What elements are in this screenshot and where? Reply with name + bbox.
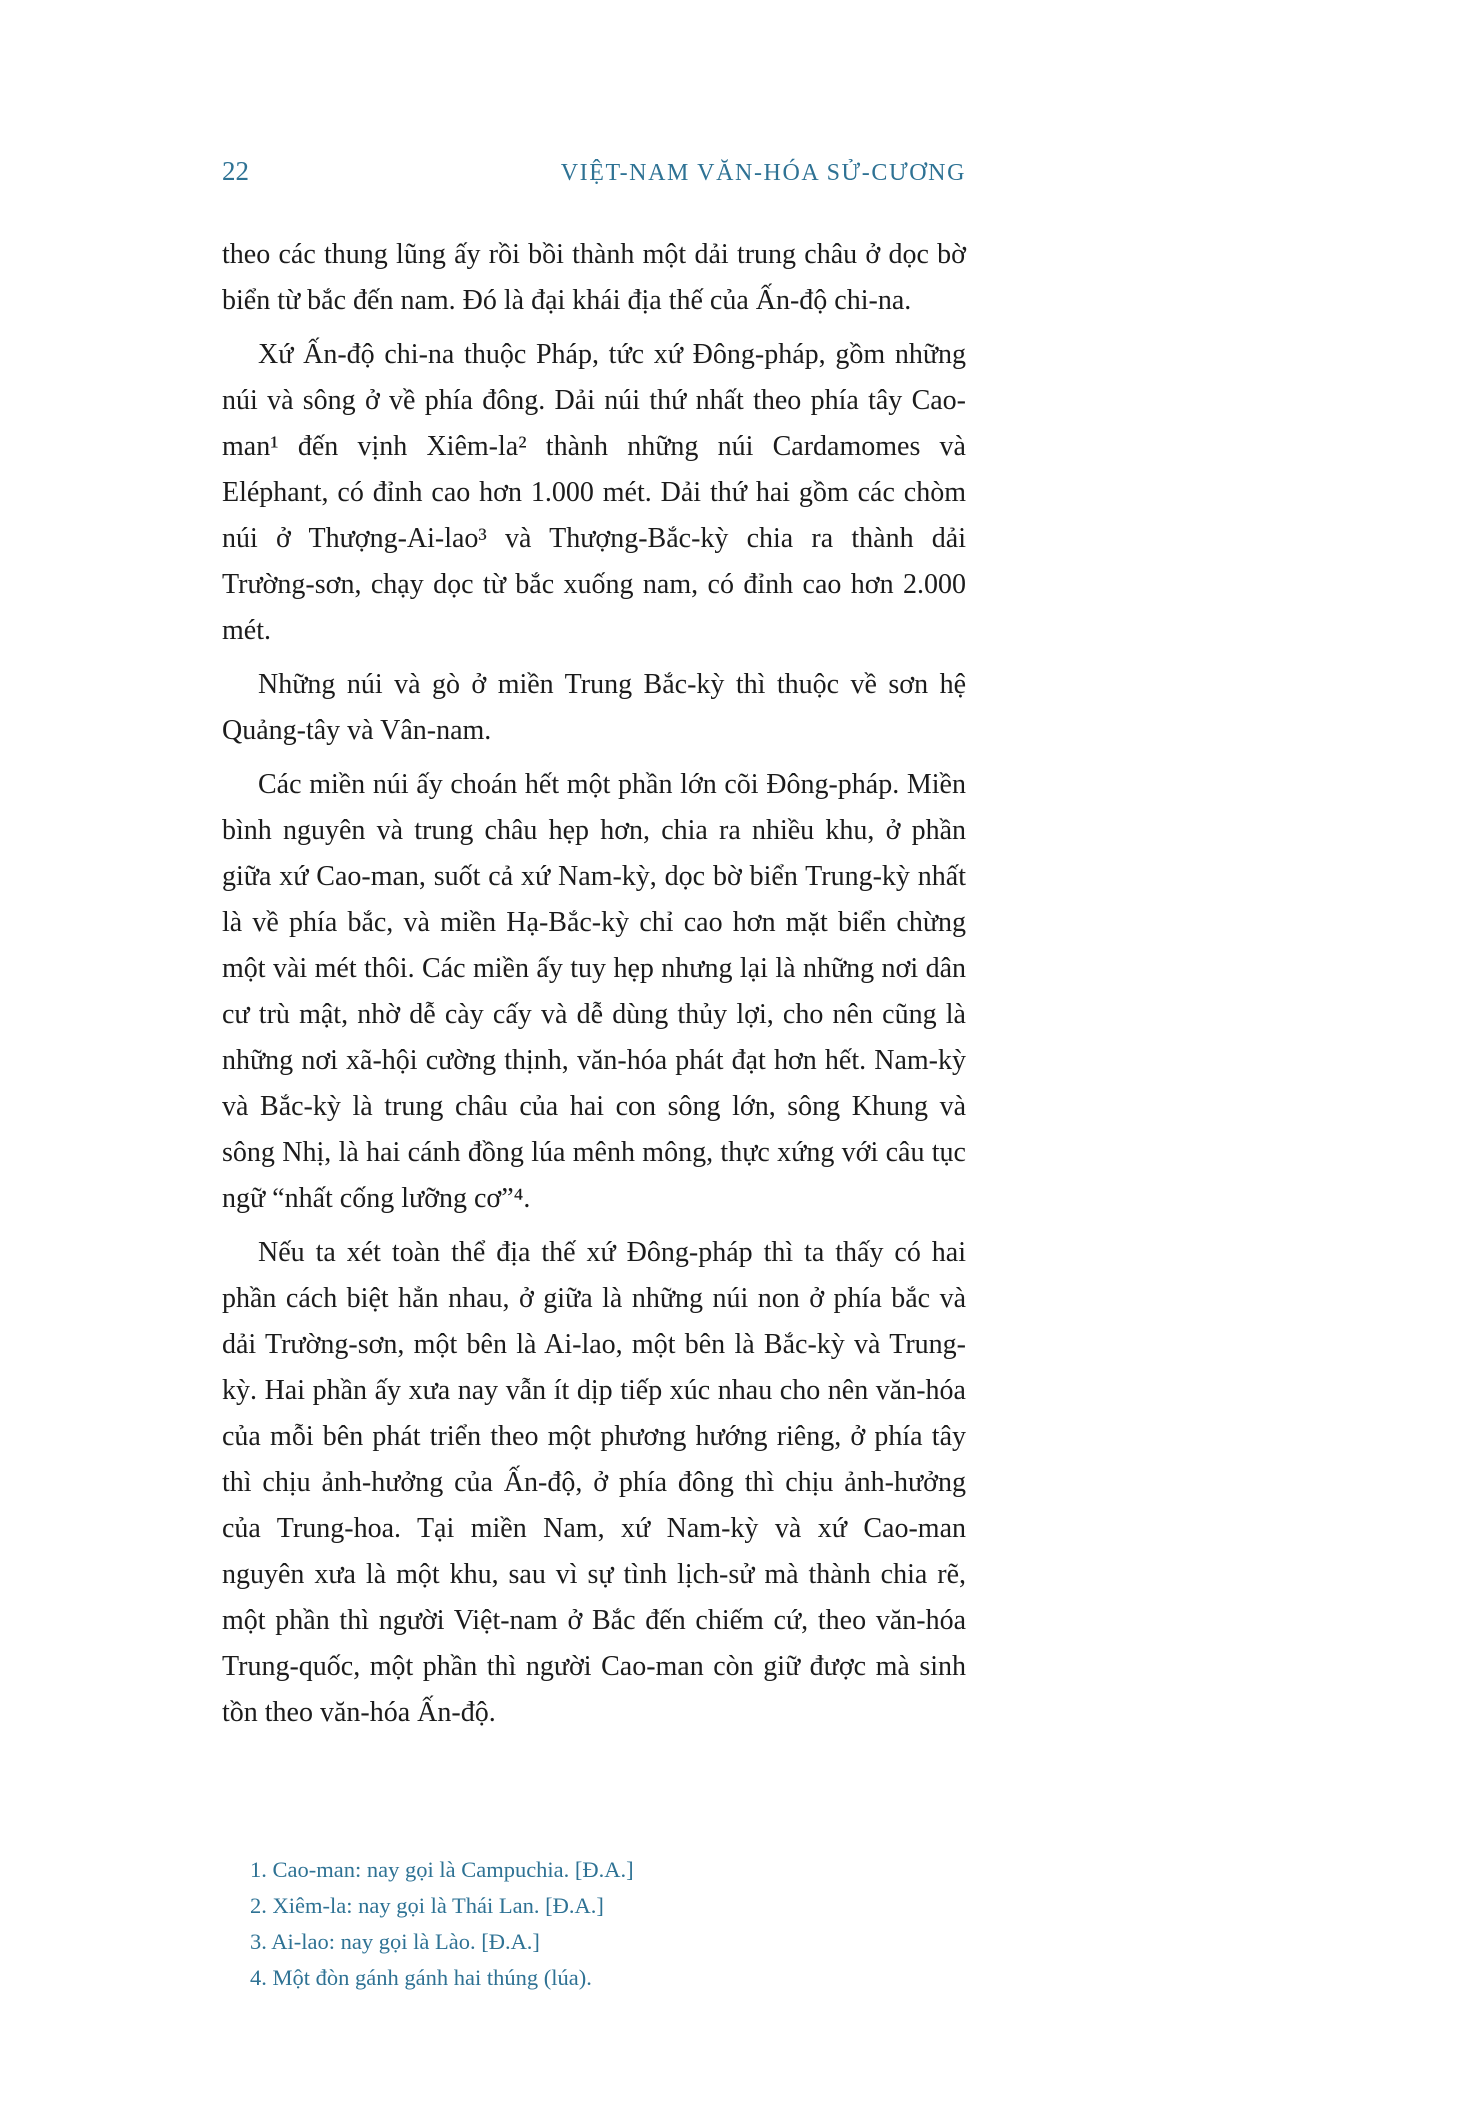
paragraph: Các miền núi ấy choán hết một phần lớn cõi Đông-pháp. Miền bình nguyên và trung châu hẹp hơn, chia ra nhiều khu, ở phần giữa xứ Cao-man, suốt cả xứ Nam-kỳ, dọc bờ biển Trung-kỳ nhất là về phía bắc, và miền Hạ-Bắc-kỳ chỉ cao hơn mặt biển chừng một vài mét thôi. Các miền ấy tuy hẹp nhưng lại là những nơi dân cư trù mật, nhờ dễ cày cấy và dễ dùng thủy lợi, cho nên cũng là những nơi xã-hội cường thịnh, văn-hóa phát đạt hơn hết. Nam-kỳ và Bắc-kỳ là trung châu của hai con sông lớn, sông Khung và sông Nhị, là hai cánh đồng lúa mênh mông, thực xứng với câu tục ngữ “nhất cống lưỡng cơ”⁴. — [222, 769, 966, 1214]
text-column — [222, 156, 966, 1996]
paragraph: Xứ Ấn-độ chi-na thuộc Pháp, tức xứ Đông-pháp, gồm những núi và sông ở về phía đông. Dải núi thứ nhất theo phía tây Cao-man¹ đến vịnh Xiêm-la² thành những núi Cardamomes và Eléphant, có đỉnh cao hơn 1.000 mét. Dải thứ hai gồm các chòm núi ở Thượng-Ai-lao³ và Thượng-Bắc-kỳ chia ra thành dải Trường-sơn, chạy dọc từ bắc xuống nam, có đỉnh cao hơn 2.000 mét. — [222, 339, 966, 646]
footnotes — [222, 1852, 966, 1996]
footnote: 1. Cao-man: nay gọi là Campuchia. [Đ.A.] — [250, 1857, 634, 1882]
body-text — [222, 232, 966, 1736]
footnote: 4. Một đòn gánh gánh hai thúng (lúa). — [250, 1965, 592, 1990]
page-header — [222, 156, 966, 188]
paragraph: theo các thung lũng ấy rồi bồi thành một dải trung châu ở dọc bờ biển từ bắc đến nam. Đó là đại khái địa thế của Ấn-độ chi-na. — [222, 239, 966, 316]
page-number: 22 — [222, 156, 249, 186]
paragraph: Những núi và gò ở miền Trung Bắc-kỳ thì thuộc về sơn hệ Quảng-tây và Vân-nam. — [222, 669, 966, 746]
footnote: 3. Ai-lao: nay gọi là Lào. [Đ.A.] — [250, 1929, 540, 1954]
footnote: 2. Xiêm-la: nay gọi là Thái Lan. [Đ.A.] — [250, 1893, 604, 1918]
paragraph: Nếu ta xét toàn thể địa thế xứ Đông-pháp thì ta thấy có hai phần cách biệt hẳn nhau, ở giữa là những núi non ở phía bắc và dải Trường-sơn, một bên là Ai-lao, một bên là Bắc-kỳ và Trung-kỳ. Hai phần ấy xưa nay vẫn ít dịp tiếp xúc nhau cho nên văn-hóa của mỗi bên phát triển theo một phương hướng riêng, ở phía tây thì chịu ảnh-hưởng của Ấn-độ, ở phía đông thì chịu ảnh-hưởng của Trung-hoa. Tại miền Nam, xứ Nam-kỳ và xứ Cao-man nguyên xưa là một khu, sau vì sự tình lịch-sử mà thành chia rẽ, một phần thì người Việt-nam ở Bắc đến chiếm cứ, theo văn-hóa Trung-quốc, một phần thì người Cao-man còn giữ được mà sinh tồn theo văn-hóa Ấn-độ. — [222, 1237, 966, 1728]
running-title: VIỆT-NAM VĂN-HÓA SỬ-CƯƠNG — [560, 160, 966, 186]
